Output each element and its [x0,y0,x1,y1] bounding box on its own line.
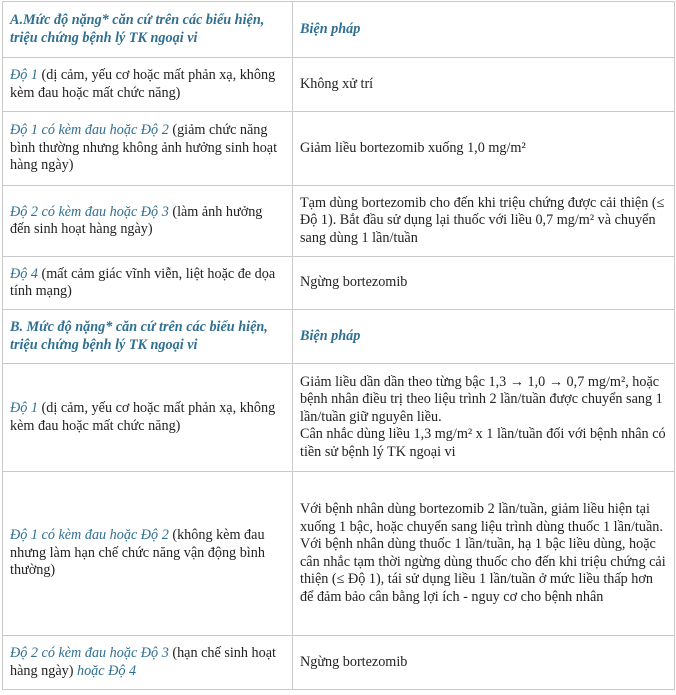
grade-label: Độ 1 [10,400,38,416]
action-text: Với bệnh nhân dùng thuốc 1 lần/tuần, hạ 1 bậc liều dùng, hoặc cân nhắc tạm thời ngừng dùng thuốc cho đến khi triệu chứng cải thiện (≤ Độ 1), tái sử dụng liều 1 lần/tuần ở mức liều thấp hơn để đảm bảo cân bằng lợi ích - nguy cơ cho bệnh nhân [300,536,666,605]
action-text: Cân nhắc dùng liều 1,3 mg/m² x 1 lần/tuần đối với bệnh nhân có tiền sử bệnh lý TK ngoại vi [300,426,666,460]
action-cell [293,58,675,112]
severity-cell [3,257,293,310]
action-cell [293,636,675,690]
table-row [3,636,675,690]
section-a-header-left: A.Mức độ nặng* căn cứ trên các biểu hiện, triệu chứng bệnh lý TK ngoại vi [3,2,293,58]
grade-label: Độ 1 có kèm đau hoặc Độ 2 [10,122,169,139]
grade-description: (không kèm đau nhưng làm hạn chế chức năng vận động bình thường) [10,527,265,579]
severity-cell [3,186,293,257]
grade-label: Độ 2 có kèm đau hoặc Độ 3 [10,203,169,220]
grade-label: Độ 2 có kèm đau hoặc Độ 3 [10,645,169,661]
section-b-header-left: B. Mức độ nặng* căn cứ trên các biểu hiện, triệu chứng bệnh lý TK ngoại vi [3,310,293,364]
table-row [3,112,675,186]
grade-description: (làm ảnh hưởng đến sinh hoạt hàng ngày) [10,203,263,237]
section-a-header-right: Biện pháp [293,2,675,58]
action-text: Tạm dùng bortezomib cho đến khi triệu chứng được cải thiện (≤ Độ 1). Bắt đầu sử dụng lại thuốc với liều 0,7 mg/m² và chuyển sang dùng 1 lần/tuần [300,194,665,246]
grade-label-suffix: hoặc Độ 4 [76,662,137,679]
action-cell [293,186,675,257]
table-row [3,364,675,472]
grade-description: (mất cảm giác vĩnh viễn, liệt hoặc đe dọa tính mạng) [10,265,276,299]
severity-cell [3,112,293,186]
dose-adjustment-table [2,1,675,690]
action-cell [293,472,675,636]
table-row [3,58,675,112]
grade-description: (giảm chức năng bình thường nhưng không ảnh hưởng sinh hoạt hàng ngày) [10,122,278,174]
grade-label: Độ 1 [10,67,38,83]
action-text: Với bệnh nhân dùng bortezomib 2 lần/tuần, giảm liều hiện tại xuống 1 bậc, hoặc chuyển sang liệu trình dùng thuốc 1 lần/tuần. [300,501,663,535]
action-cell [293,112,675,186]
action-text: Không xử trí [300,75,374,92]
severity-cell [3,472,293,636]
table-row [3,472,675,636]
severity-cell [3,58,293,112]
section-b-header-right: Biện pháp [293,310,675,364]
grade-description: (dị cảm, yếu cơ hoặc mất phản xạ, không kèm đau hoặc mất chức năng) [10,67,276,101]
grade-description: (dị cảm, yếu cơ hoặc mất phản xạ, không kèm đau hoặc mất chức năng) [10,400,276,434]
action-cell [293,364,675,472]
table-row [3,257,675,310]
action-text: Giảm liều dần dần theo từng bậc 1,3 → 1,0 → 0,7 mg/m², hoặc bệnh nhân điều trị theo liệu trình 2 lần/tuần được chuyển sang 1 lần/tuần giữ nguyên liều. [300,373,663,425]
severity-cell [3,364,293,472]
section-b-header-row [3,310,675,364]
action-text: Ngừng bortezomib [300,653,408,670]
action-cell [293,257,675,310]
action-text: Giảm liều bortezomib xuống 1,0 mg/m² [300,139,526,156]
severity-cell [3,636,293,690]
grade-label: Độ 1 có kèm đau hoặc Độ 2 [10,527,169,544]
section-a-header-row [3,2,675,58]
table-row [3,186,675,257]
action-text: Ngừng bortezomib [300,274,408,291]
grade-label: Độ 4 [10,265,38,282]
grade-description: (hạn chế sinh hoạt hàng ngày) [10,645,276,679]
